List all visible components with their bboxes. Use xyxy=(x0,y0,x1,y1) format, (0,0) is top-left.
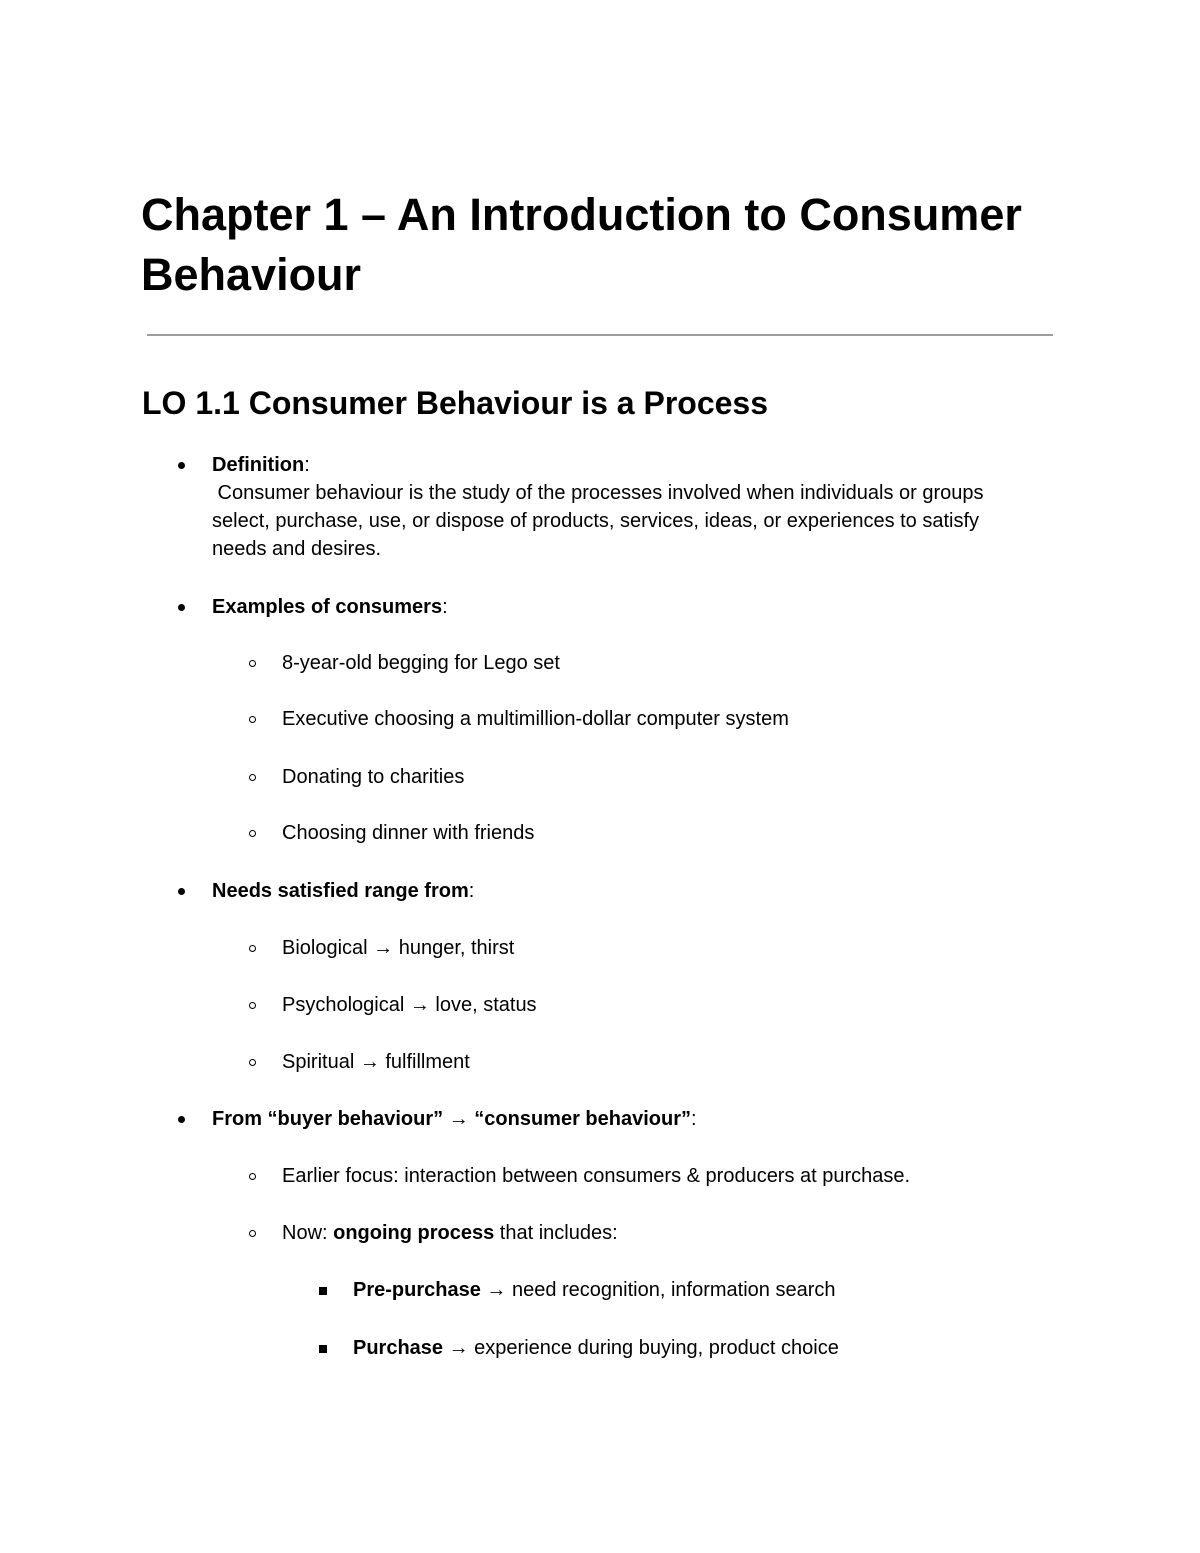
definition-text-line-2: select, purchase, use, or dispose of products, services, ideas, or experiences to satisfy xyxy=(212,510,980,532)
now-prefix: Now: xyxy=(282,1222,334,1244)
definition-label-line xyxy=(212,451,310,479)
bullet-circle-icon xyxy=(249,774,256,781)
bullet-square-icon xyxy=(319,1345,327,1353)
bullet-circle-icon xyxy=(249,830,256,837)
examples-label-line xyxy=(212,593,448,621)
shift-label: From “buyer behaviour” → “consumer behaviour” xyxy=(212,1108,691,1130)
bullet-dot-icon xyxy=(178,462,185,469)
bullet-dot-icon xyxy=(178,1116,185,1123)
stage-text: → experience during buying, product choice xyxy=(443,1337,839,1359)
bullet-circle-icon xyxy=(249,1002,256,1009)
examples-colon: : xyxy=(442,596,448,618)
now-bold: ongoing process xyxy=(333,1222,495,1244)
list-item: 8-year-old begging for Lego set xyxy=(282,652,560,674)
definition-text-line-3: needs and desires. xyxy=(212,538,382,560)
definition-label: Definition xyxy=(212,454,305,476)
bullet-circle-icon xyxy=(249,716,256,723)
list-item xyxy=(282,1219,618,1247)
list-item: Biological → hunger, thirst xyxy=(282,937,515,959)
stage-label: Purchase xyxy=(353,1337,444,1359)
list-item: Choosing dinner with friends xyxy=(282,822,535,844)
stage-label: Pre-purchase xyxy=(353,1279,481,1301)
bullet-circle-icon xyxy=(249,945,256,952)
list-item: Executive choosing a multimillion-dollar computer system xyxy=(282,708,789,730)
bullet-dot-icon xyxy=(178,888,185,895)
section-heading: LO 1.1 Consumer Behaviour is a Process xyxy=(142,385,769,421)
needs-colon: : xyxy=(468,880,475,902)
list-item: Earlier focus: interaction between consumers & producers at purchase. xyxy=(282,1165,911,1187)
bullet-dot-icon xyxy=(178,604,185,611)
bullet-circle-icon xyxy=(249,660,256,667)
list-item: Donating to charities xyxy=(282,766,465,788)
list-item xyxy=(353,1276,835,1304)
list-item: Spiritual → fulfillment xyxy=(282,1051,470,1073)
needs-label: Needs satisfied range from xyxy=(212,880,469,902)
list-item xyxy=(353,1334,839,1362)
examples-label: Examples of consumers xyxy=(212,596,443,618)
definition-text-line-1: Consumer behaviour is the study of the processes involved when individuals or groups xyxy=(212,482,984,504)
shift-colon: : xyxy=(690,1108,697,1130)
bullet-circle-icon xyxy=(249,1230,256,1237)
bullet-circle-icon xyxy=(249,1059,256,1066)
horizontal-rule xyxy=(147,334,1053,336)
now-suffix: that includes: xyxy=(494,1222,618,1244)
list-item: Psychological → love, status xyxy=(282,994,537,1016)
bullet-circle-icon xyxy=(249,1173,256,1180)
definition-colon: : xyxy=(304,454,310,476)
chapter-title: Chapter 1 – An Introduction to Consumer Behaviour xyxy=(141,189,1022,300)
stage-text: → need recognition, information search xyxy=(480,1279,836,1301)
needs-label-line xyxy=(212,877,474,905)
shift-label-line xyxy=(212,1105,697,1133)
bullet-square-icon xyxy=(319,1287,327,1295)
